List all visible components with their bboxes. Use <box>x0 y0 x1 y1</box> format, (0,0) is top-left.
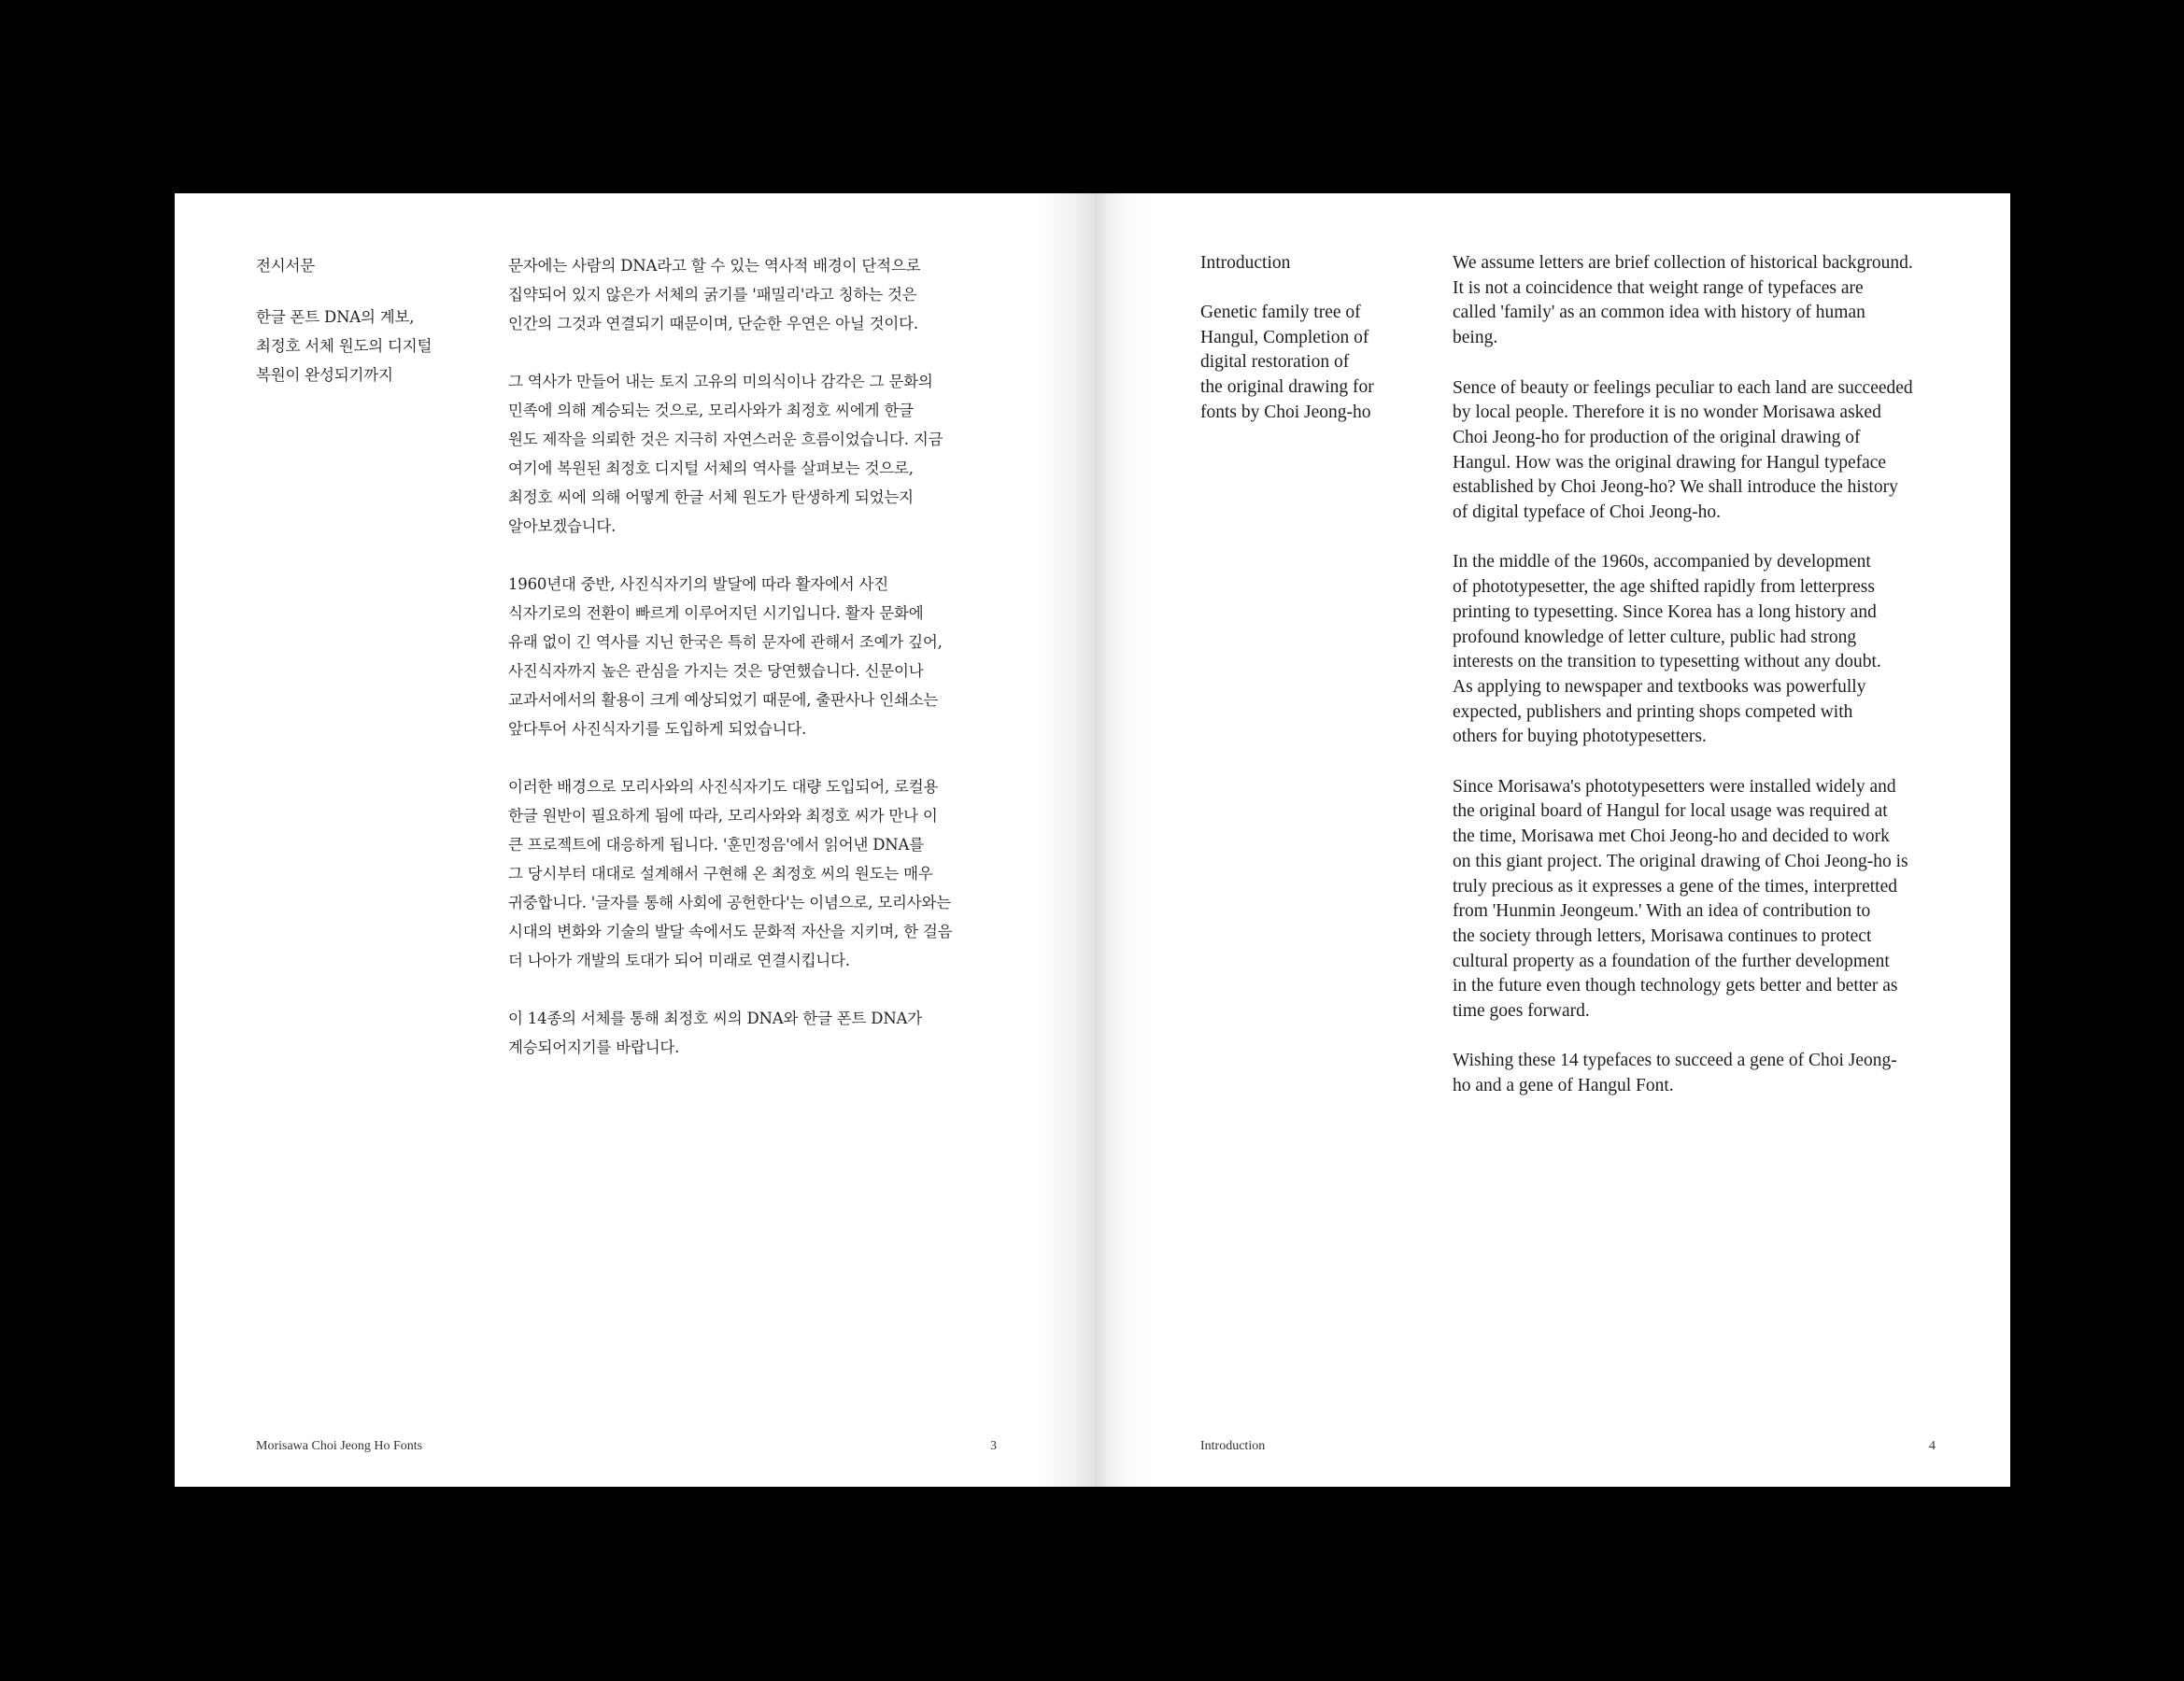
right-body <box>1453 251 1976 1099</box>
left-section-label: 전시서문 <box>256 257 315 275</box>
left-footer-title: Morisawa Choi Jeong Ho Fonts <box>256 1439 423 1453</box>
right-paragraph-1: We assume letters are brief collection of historical background. It is not a coincidence that weight range of typefaces are called 'family' as an common idea with history of human being. <box>1453 253 1913 348</box>
right-section-label: Introduction <box>1200 253 1291 273</box>
right-paragraph-3: In the middle of the 1960s, accompanied by development of phototypesetter, the age shifted rapidly from letterpress printing to typesetting. Since Korea has a long history and profound knowledge of letter culture, public had strong interests on the transition to typesetting without any doubt. As applying to newspaper and textbooks was powerfully expected, publishers and printing shops competed with others for buying phototypesetters. <box>1453 552 1881 747</box>
right-page <box>1095 193 2010 1487</box>
left-paragraph-2: 그 역사가 만들어 내는 토지 고유의 미의식이나 감각은 그 문화의 민족에 의해 계승되는 것으로, 모리사와가 최정호 씨에게 한글 원도 제작을 의뢰한 것은 지극히 자연스러운 흐름이었습니다. 지금 여기에 복원된 최정호 디지털 서체의 역사를 살펴보는 것으로, 최정호 씨에 의해 어떻게 한글 서체 원도가 탄생하게 되었는지 알아보겠습니다. <box>508 373 943 535</box>
right-subtitle: Genetic family tree of Hangul, Completion of digital restoration of the original drawing for fonts by Choi Jeong-ho <box>1200 303 1374 422</box>
left-paragraph-1: 문자에는 사람의 DNA라고 할 수 있는 역사적 배경이 단적으로 집약되어 있지 않은가 서체의 굵기를 '패밀리'라고 칭하는 것은 인간의 그것과 연결되기 때문이며, 단순한 우연은 아닐 것이다. <box>508 257 921 332</box>
right-page-number: 4 <box>1929 1439 1936 1453</box>
right-footer-title: Introduction <box>1200 1439 1266 1453</box>
left-body <box>508 251 1031 1062</box>
left-paragraph-5: 이 14종의 서체를 통해 최정호 씨의 DNA와 한글 폰트 DNA가 계승되어지기를 바랍니다. <box>508 1010 923 1056</box>
left-page-number: 3 <box>990 1439 997 1453</box>
left-paragraph-4: 이러한 배경으로 모리사와의 사진식자기도 대량 도입되어, 로컬용 한글 원반이 필요하게 됨에 따라, 모리사와와 최정호 씨가 만나 이 큰 프로젝트에 대응하게 됩니다. '훈민정음'에서 읽어낸 DNA를 그 당시부터 대대로 설계해서 구현해 온 최정호 씨의 원도는 매우 귀중합니다. '글자를 통해 사회에 공헌한다'는 이념으로, 모리사와는 시대의 변화와 기술의 발달 속에서도 문화적 자산을 지키며, 한 걸음 더 나아가 개발의 토대가 되어 미래로 연결시킵니다. <box>508 778 953 969</box>
left-page <box>175 193 1095 1487</box>
right-paragraph-5: Wishing these 14 typefaces to succeed a gene of Choi Jeong- ho and a gene of Hangul Font. <box>1453 1051 1897 1096</box>
right-paragraph-4: Since Morisawa's phototypesetters were installed widely and the original board of Hangul for local usage was required at the time, Morisawa met Choi Jeong-ho and decided to work on this giant project. The original drawing of Choi Jeong-ho is truly precious as it expresses a gene of the times, interpretted from 'Hunmin Jeongeum.' With an idea of contribution to the society through letters, Morisawa continues to protect cultural property as a foundation of the further development in the future even though technology gets better and better as time goes forward. <box>1453 776 1908 1022</box>
right-paragraph-2: Sence of beauty or feelings peculiar to each land are succeeded by local people. Therefore it is no wonder Morisawa asked Choi Jeong-ho for production of the original drawing of Hangul. How was the original drawing for Hangul typeface established by Choi Jeong-ho? We shall introduce the history of digital typeface of Choi Jeong-ho. <box>1453 377 1913 523</box>
left-subtitle: 한글 폰트 DNA의 계보, 최정호 서체 원도의 디지털 복원이 완성되기까지 <box>256 308 433 384</box>
left-paragraph-3: 1960년대 중반, 사진식자기의 발달에 따라 활자에서 사진 식자기로의 전환이 빠르게 이루어지던 시기입니다. 활자 문화에 유래 없이 긴 역사를 지닌 한국은 특히 문자에 관해서 조예가 깊어, 사진식자까지 높은 관심을 가지는 것은 당연했습니다. 신문이나 교과서에서의 활용이 크게 예상되었기 때문에, 출판사나 인쇄소는 앞다투어 사진식자기를 도입하게 되었습니다. <box>508 575 943 738</box>
